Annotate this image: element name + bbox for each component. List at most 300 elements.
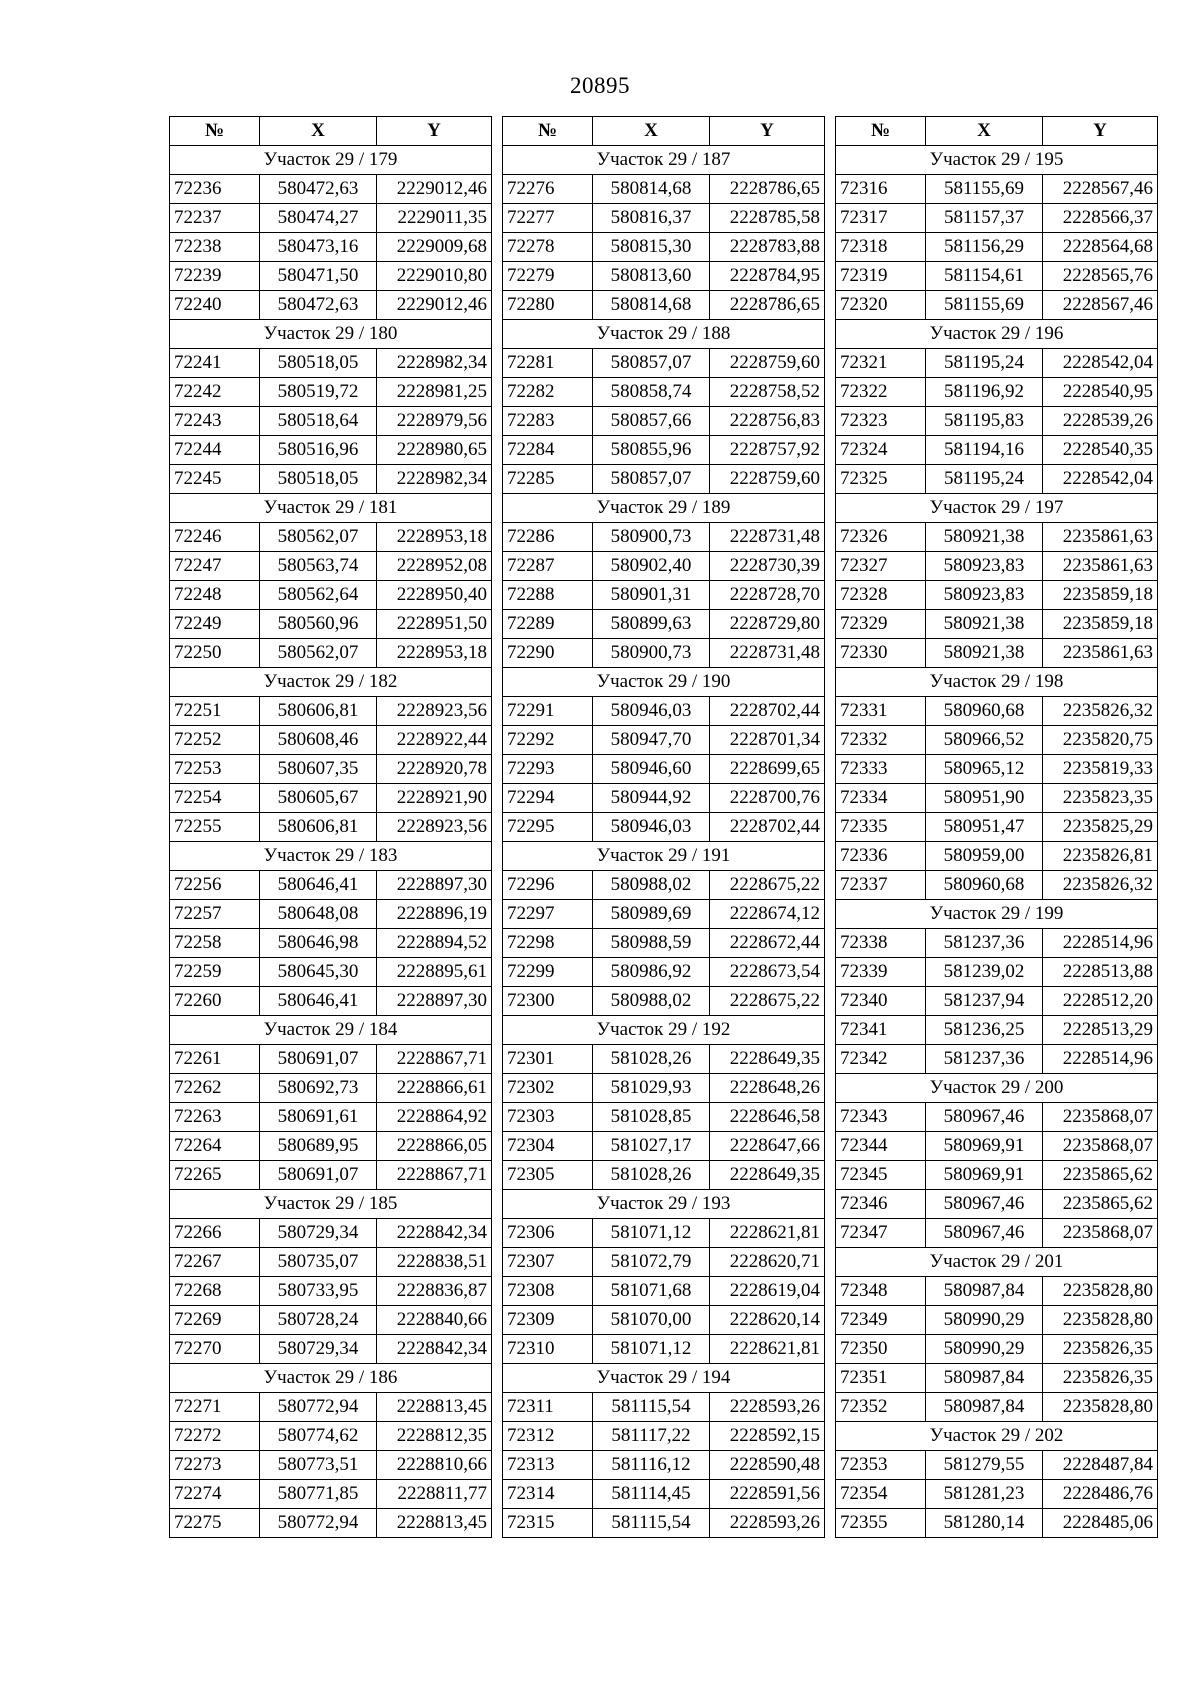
point-number-cell: 72298	[503, 929, 593, 958]
table-row	[503, 1393, 825, 1422]
point-number-cell: 72277	[503, 204, 593, 233]
x-coordinate-cell: 580815,30	[593, 233, 710, 262]
table-row	[170, 1045, 492, 1074]
y-coordinate-cell: 2228786,65	[710, 291, 825, 320]
y-coordinate-cell: 2228982,34	[377, 349, 492, 378]
point-number-cell: 72253	[170, 755, 260, 784]
x-coordinate-cell: 581154,61	[926, 262, 1043, 291]
section-row	[503, 1016, 825, 1045]
table-row	[503, 523, 825, 552]
table-row	[836, 842, 1158, 871]
x-coordinate-cell: 581072,79	[593, 1248, 710, 1277]
x-coordinate-cell: 580774,62	[260, 1422, 377, 1451]
point-number-cell: 72323	[836, 407, 926, 436]
x-coordinate-cell: 581071,12	[593, 1219, 710, 1248]
point-number-cell: 72341	[836, 1016, 926, 1045]
x-coordinate-cell: 581195,24	[926, 349, 1043, 378]
x-coordinate-cell: 580965,12	[926, 755, 1043, 784]
point-number-cell: 72319	[836, 262, 926, 291]
y-coordinate-cell: 2228649,35	[710, 1161, 825, 1190]
y-coordinate-cell: 2228593,26	[710, 1509, 825, 1538]
point-number-cell: 72291	[503, 697, 593, 726]
x-coordinate-cell: 580987,84	[926, 1393, 1043, 1422]
table-row	[836, 175, 1158, 204]
point-number-cell: 72321	[836, 349, 926, 378]
point-number-cell: 72329	[836, 610, 926, 639]
section-row	[836, 1074, 1158, 1103]
y-coordinate-cell: 2228922,44	[377, 726, 492, 755]
section-row	[170, 842, 492, 871]
table-row	[836, 581, 1158, 610]
table-row	[503, 871, 825, 900]
table-row	[503, 610, 825, 639]
table-row	[836, 465, 1158, 494]
section-title: Участок 29 / 197	[836, 494, 1158, 523]
y-coordinate-cell: 2228836,87	[377, 1277, 492, 1306]
point-number-cell: 72293	[503, 755, 593, 784]
x-coordinate-cell: 580605,67	[260, 784, 377, 813]
y-coordinate-cell: 2228923,56	[377, 813, 492, 842]
point-number-cell: 72295	[503, 813, 593, 842]
point-number-cell: 72324	[836, 436, 926, 465]
table-row	[503, 900, 825, 929]
table-row	[170, 1074, 492, 1103]
table-row	[836, 1364, 1158, 1393]
section-title: Участок 29 / 189	[503, 494, 825, 523]
point-number-cell: 72351	[836, 1364, 926, 1393]
x-coordinate-cell: 581028,26	[593, 1161, 710, 1190]
y-coordinate-cell: 2228785,58	[710, 204, 825, 233]
x-coordinate-cell: 580990,29	[926, 1335, 1043, 1364]
table-row	[170, 407, 492, 436]
y-coordinate-cell: 2235868,07	[1043, 1219, 1158, 1248]
point-number-cell: 72287	[503, 552, 593, 581]
y-coordinate-cell: 2228838,51	[377, 1248, 492, 1277]
x-coordinate-cell: 580988,02	[593, 987, 710, 1016]
x-coordinate-cell: 580519,72	[260, 378, 377, 407]
table-row	[836, 697, 1158, 726]
table-row	[836, 204, 1158, 233]
point-number-cell: 72246	[170, 523, 260, 552]
x-coordinate-cell: 580814,68	[593, 291, 710, 320]
point-number-cell: 72258	[170, 929, 260, 958]
table-body	[503, 146, 825, 1538]
y-coordinate-cell: 2235828,80	[1043, 1393, 1158, 1422]
x-coordinate-cell: 580729,34	[260, 1335, 377, 1364]
y-coordinate-cell: 2228567,46	[1043, 175, 1158, 204]
point-number-cell: 72281	[503, 349, 593, 378]
point-number-cell: 72299	[503, 958, 593, 987]
header-number: №	[170, 117, 260, 146]
y-coordinate-cell: 2228894,52	[377, 929, 492, 958]
table-row	[836, 929, 1158, 958]
table-row	[170, 958, 492, 987]
table-row	[170, 581, 492, 610]
table-row	[836, 726, 1158, 755]
y-coordinate-cell: 2228675,22	[710, 871, 825, 900]
table-row	[170, 465, 492, 494]
x-coordinate-cell: 580691,61	[260, 1103, 377, 1132]
section-title: Участок 29 / 181	[170, 494, 492, 523]
header-row	[170, 117, 492, 146]
point-number-cell: 72288	[503, 581, 593, 610]
point-number-cell: 72266	[170, 1219, 260, 1248]
x-coordinate-cell: 581239,02	[926, 958, 1043, 987]
x-coordinate-cell: 580562,64	[260, 581, 377, 610]
x-coordinate-cell: 580813,60	[593, 262, 710, 291]
x-coordinate-cell: 580772,94	[260, 1393, 377, 1422]
table-row	[503, 1277, 825, 1306]
section-title: Участок 29 / 184	[170, 1016, 492, 1045]
y-coordinate-cell: 2228542,04	[1043, 349, 1158, 378]
table-row	[836, 639, 1158, 668]
x-coordinate-cell: 581028,26	[593, 1045, 710, 1074]
y-coordinate-cell: 2228731,48	[710, 639, 825, 668]
x-coordinate-cell: 580645,30	[260, 958, 377, 987]
point-number-cell: 72344	[836, 1132, 926, 1161]
point-number-cell: 72278	[503, 233, 593, 262]
table-row	[503, 349, 825, 378]
x-coordinate-cell: 581071,68	[593, 1277, 710, 1306]
point-number-cell: 72249	[170, 610, 260, 639]
y-coordinate-cell: 2228700,76	[710, 784, 825, 813]
y-coordinate-cell: 2228982,34	[377, 465, 492, 494]
table-row	[170, 175, 492, 204]
y-coordinate-cell: 2235861,63	[1043, 639, 1158, 668]
y-coordinate-cell: 2228487,84	[1043, 1451, 1158, 1480]
x-coordinate-cell: 580857,07	[593, 465, 710, 494]
point-number-cell: 72255	[170, 813, 260, 842]
x-coordinate-cell: 580988,02	[593, 871, 710, 900]
section-row	[170, 1190, 492, 1219]
point-number-cell: 72257	[170, 900, 260, 929]
x-coordinate-cell: 581028,85	[593, 1103, 710, 1132]
y-coordinate-cell: 2228979,56	[377, 407, 492, 436]
x-coordinate-cell: 580967,46	[926, 1103, 1043, 1132]
y-coordinate-cell: 2235868,07	[1043, 1132, 1158, 1161]
table-row	[836, 813, 1158, 842]
y-coordinate-cell: 2228590,48	[710, 1451, 825, 1480]
x-coordinate-cell: 580900,73	[593, 523, 710, 552]
x-coordinate-cell: 581196,92	[926, 378, 1043, 407]
table-row	[503, 175, 825, 204]
table-row	[503, 1161, 825, 1190]
point-number-cell: 72261	[170, 1045, 260, 1074]
header-number: №	[503, 117, 593, 146]
x-coordinate-cell: 580946,03	[593, 813, 710, 842]
point-number-cell: 72269	[170, 1306, 260, 1335]
table-row	[170, 1393, 492, 1422]
table-row	[836, 1306, 1158, 1335]
y-coordinate-cell: 2229009,68	[377, 233, 492, 262]
table-row	[836, 523, 1158, 552]
table-row	[836, 349, 1158, 378]
table-row	[836, 378, 1158, 407]
y-coordinate-cell: 2235823,35	[1043, 784, 1158, 813]
y-coordinate-cell: 2228981,25	[377, 378, 492, 407]
x-coordinate-cell: 581156,29	[926, 233, 1043, 262]
x-coordinate-cell: 581279,55	[926, 1451, 1043, 1480]
point-number-cell: 72308	[503, 1277, 593, 1306]
point-number-cell: 72276	[503, 175, 593, 204]
table-row	[170, 987, 492, 1016]
table-row	[170, 552, 492, 581]
point-number-cell: 72274	[170, 1480, 260, 1509]
y-coordinate-cell: 2235859,18	[1043, 581, 1158, 610]
section-title: Участок 29 / 180	[170, 320, 492, 349]
point-number-cell: 72254	[170, 784, 260, 813]
y-coordinate-cell: 2228566,37	[1043, 204, 1158, 233]
point-number-cell: 72354	[836, 1480, 926, 1509]
y-coordinate-cell: 2228486,76	[1043, 1480, 1158, 1509]
x-coordinate-cell: 580946,03	[593, 697, 710, 726]
section-row	[503, 1364, 825, 1393]
coordinate-table	[502, 116, 825, 1538]
y-coordinate-cell: 2228812,35	[377, 1422, 492, 1451]
point-number-cell: 72313	[503, 1451, 593, 1480]
header-y: Y	[1043, 117, 1158, 146]
section-title: Участок 29 / 194	[503, 1364, 825, 1393]
section-title: Участок 29 / 199	[836, 900, 1158, 929]
y-coordinate-cell: 2228540,95	[1043, 378, 1158, 407]
x-coordinate-cell: 580606,81	[260, 813, 377, 842]
point-number-cell: 72347	[836, 1219, 926, 1248]
x-coordinate-cell: 581115,54	[593, 1393, 710, 1422]
section-row	[503, 320, 825, 349]
table-row	[836, 755, 1158, 784]
point-number-cell: 72263	[170, 1103, 260, 1132]
point-number-cell: 72332	[836, 726, 926, 755]
point-number-cell: 72348	[836, 1277, 926, 1306]
section-row	[836, 1248, 1158, 1277]
table-row	[836, 1480, 1158, 1509]
point-number-cell: 72334	[836, 784, 926, 813]
table-row	[170, 1422, 492, 1451]
point-number-cell: 72302	[503, 1074, 593, 1103]
point-number-cell: 72316	[836, 175, 926, 204]
table-row	[836, 1016, 1158, 1045]
y-coordinate-cell: 2228842,34	[377, 1219, 492, 1248]
point-number-cell: 72350	[836, 1335, 926, 1364]
header-row	[836, 117, 1158, 146]
point-number-cell: 72237	[170, 204, 260, 233]
y-coordinate-cell: 2228867,71	[377, 1045, 492, 1074]
table-row	[503, 1306, 825, 1335]
point-number-cell: 72284	[503, 436, 593, 465]
table-row	[836, 1161, 1158, 1190]
section-row	[836, 320, 1158, 349]
y-coordinate-cell: 2228866,61	[377, 1074, 492, 1103]
table-row	[503, 1480, 825, 1509]
table-row	[836, 262, 1158, 291]
table-row	[836, 233, 1158, 262]
point-number-cell: 72346	[836, 1190, 926, 1219]
point-number-cell: 72318	[836, 233, 926, 262]
x-coordinate-cell: 581155,69	[926, 175, 1043, 204]
table-row	[170, 697, 492, 726]
table-row	[503, 1132, 825, 1161]
table-row	[170, 1219, 492, 1248]
table-row	[170, 291, 492, 320]
table-body	[170, 146, 492, 1538]
y-coordinate-cell: 2228783,88	[710, 233, 825, 262]
y-coordinate-cell: 2228513,88	[1043, 958, 1158, 987]
coordinate-table	[835, 116, 1158, 1538]
section-row	[836, 1422, 1158, 1451]
x-coordinate-cell: 580518,64	[260, 407, 377, 436]
table-row	[503, 697, 825, 726]
x-coordinate-cell: 580858,74	[593, 378, 710, 407]
y-coordinate-cell: 2228897,30	[377, 987, 492, 1016]
table-row	[836, 871, 1158, 900]
header-x: X	[593, 117, 710, 146]
x-coordinate-cell: 581155,69	[926, 291, 1043, 320]
point-number-cell: 72268	[170, 1277, 260, 1306]
x-coordinate-cell: 580472,63	[260, 175, 377, 204]
point-number-cell: 72317	[836, 204, 926, 233]
y-coordinate-cell: 2228620,14	[710, 1306, 825, 1335]
section-row	[170, 320, 492, 349]
y-coordinate-cell: 2228567,46	[1043, 291, 1158, 320]
table-row	[503, 958, 825, 987]
table-row	[503, 1248, 825, 1277]
x-coordinate-cell: 580518,05	[260, 465, 377, 494]
point-number-cell: 72305	[503, 1161, 593, 1190]
section-title: Участок 29 / 195	[836, 146, 1158, 175]
table-row	[170, 1480, 492, 1509]
x-coordinate-cell: 580518,05	[260, 349, 377, 378]
y-coordinate-cell: 2228952,08	[377, 552, 492, 581]
x-coordinate-cell: 580901,31	[593, 581, 710, 610]
y-coordinate-cell: 2228921,90	[377, 784, 492, 813]
x-coordinate-cell: 581027,17	[593, 1132, 710, 1161]
table-body	[836, 146, 1158, 1538]
y-coordinate-cell: 2228592,15	[710, 1422, 825, 1451]
point-number-cell: 72283	[503, 407, 593, 436]
table-row	[836, 784, 1158, 813]
x-coordinate-cell: 580921,38	[926, 639, 1043, 668]
point-number-cell: 72333	[836, 755, 926, 784]
y-coordinate-cell: 2235828,80	[1043, 1277, 1158, 1306]
section-row	[170, 1364, 492, 1393]
y-coordinate-cell: 2228813,45	[377, 1393, 492, 1422]
point-number-cell: 72330	[836, 639, 926, 668]
x-coordinate-cell: 580967,46	[926, 1190, 1043, 1219]
table-row	[170, 436, 492, 465]
y-coordinate-cell: 2228842,34	[377, 1335, 492, 1364]
y-coordinate-cell: 2228646,58	[710, 1103, 825, 1132]
y-coordinate-cell: 2228593,26	[710, 1393, 825, 1422]
x-coordinate-cell: 580646,41	[260, 871, 377, 900]
section-row	[836, 146, 1158, 175]
y-coordinate-cell: 2235826,35	[1043, 1364, 1158, 1393]
x-coordinate-cell: 580646,98	[260, 929, 377, 958]
x-coordinate-cell: 580946,60	[593, 755, 710, 784]
table-row	[503, 929, 825, 958]
section-title: Участок 29 / 191	[503, 842, 825, 871]
y-coordinate-cell: 2228701,34	[710, 726, 825, 755]
x-coordinate-cell: 580944,92	[593, 784, 710, 813]
table-row	[836, 552, 1158, 581]
y-coordinate-cell: 2228867,71	[377, 1161, 492, 1190]
point-number-cell: 72279	[503, 262, 593, 291]
x-coordinate-cell: 580959,00	[926, 842, 1043, 871]
x-coordinate-cell: 580562,07	[260, 639, 377, 668]
y-coordinate-cell: 2228730,39	[710, 552, 825, 581]
x-coordinate-cell: 580921,38	[926, 610, 1043, 639]
table-row	[503, 1045, 825, 1074]
table-row	[170, 233, 492, 262]
point-number-cell: 72342	[836, 1045, 926, 1074]
x-coordinate-cell: 580691,07	[260, 1045, 377, 1074]
table-row	[836, 1393, 1158, 1422]
point-number-cell: 72282	[503, 378, 593, 407]
point-number-cell: 72337	[836, 871, 926, 900]
table-row	[503, 1103, 825, 1132]
point-number-cell: 72320	[836, 291, 926, 320]
x-coordinate-cell: 580728,24	[260, 1306, 377, 1335]
x-coordinate-cell: 580951,47	[926, 813, 1043, 842]
point-number-cell: 72338	[836, 929, 926, 958]
point-number-cell: 72251	[170, 697, 260, 726]
x-coordinate-cell: 580987,84	[926, 1364, 1043, 1393]
table-row	[503, 639, 825, 668]
point-number-cell: 72250	[170, 639, 260, 668]
point-number-cell: 72264	[170, 1132, 260, 1161]
table-row	[503, 1074, 825, 1103]
y-coordinate-cell: 2228759,60	[710, 349, 825, 378]
x-coordinate-cell: 580474,27	[260, 204, 377, 233]
table-row	[170, 1277, 492, 1306]
point-number-cell: 72325	[836, 465, 926, 494]
table-row	[836, 610, 1158, 639]
point-number-cell: 72239	[170, 262, 260, 291]
x-coordinate-cell: 580966,52	[926, 726, 1043, 755]
x-coordinate-cell: 580902,40	[593, 552, 710, 581]
point-number-cell: 72262	[170, 1074, 260, 1103]
x-coordinate-cell: 580472,63	[260, 291, 377, 320]
y-coordinate-cell: 2235825,29	[1043, 813, 1158, 842]
table-row	[170, 1451, 492, 1480]
y-coordinate-cell: 2228864,92	[377, 1103, 492, 1132]
table-row	[170, 900, 492, 929]
x-coordinate-cell: 581114,45	[593, 1480, 710, 1509]
section-title: Участок 29 / 193	[503, 1190, 825, 1219]
y-coordinate-cell: 2228810,66	[377, 1451, 492, 1480]
x-coordinate-cell: 580988,59	[593, 929, 710, 958]
table-row	[170, 262, 492, 291]
point-number-cell: 72267	[170, 1248, 260, 1277]
x-coordinate-cell: 580921,38	[926, 523, 1043, 552]
y-coordinate-cell: 2229011,35	[377, 204, 492, 233]
y-coordinate-cell: 2228728,70	[710, 581, 825, 610]
section-title: Участок 29 / 179	[170, 146, 492, 175]
y-coordinate-cell: 2228702,44	[710, 813, 825, 842]
y-coordinate-cell: 2228565,76	[1043, 262, 1158, 291]
y-coordinate-cell: 2235828,80	[1043, 1306, 1158, 1335]
header-number: №	[836, 117, 926, 146]
point-number-cell: 72304	[503, 1132, 593, 1161]
x-coordinate-cell: 580969,91	[926, 1161, 1043, 1190]
x-coordinate-cell: 580816,37	[593, 204, 710, 233]
table-row	[503, 726, 825, 755]
section-title: Участок 29 / 183	[170, 842, 492, 871]
y-coordinate-cell: 2228512,20	[1043, 987, 1158, 1016]
section-row	[836, 900, 1158, 929]
y-coordinate-cell: 2228673,54	[710, 958, 825, 987]
table-row	[170, 755, 492, 784]
x-coordinate-cell: 581236,25	[926, 1016, 1043, 1045]
